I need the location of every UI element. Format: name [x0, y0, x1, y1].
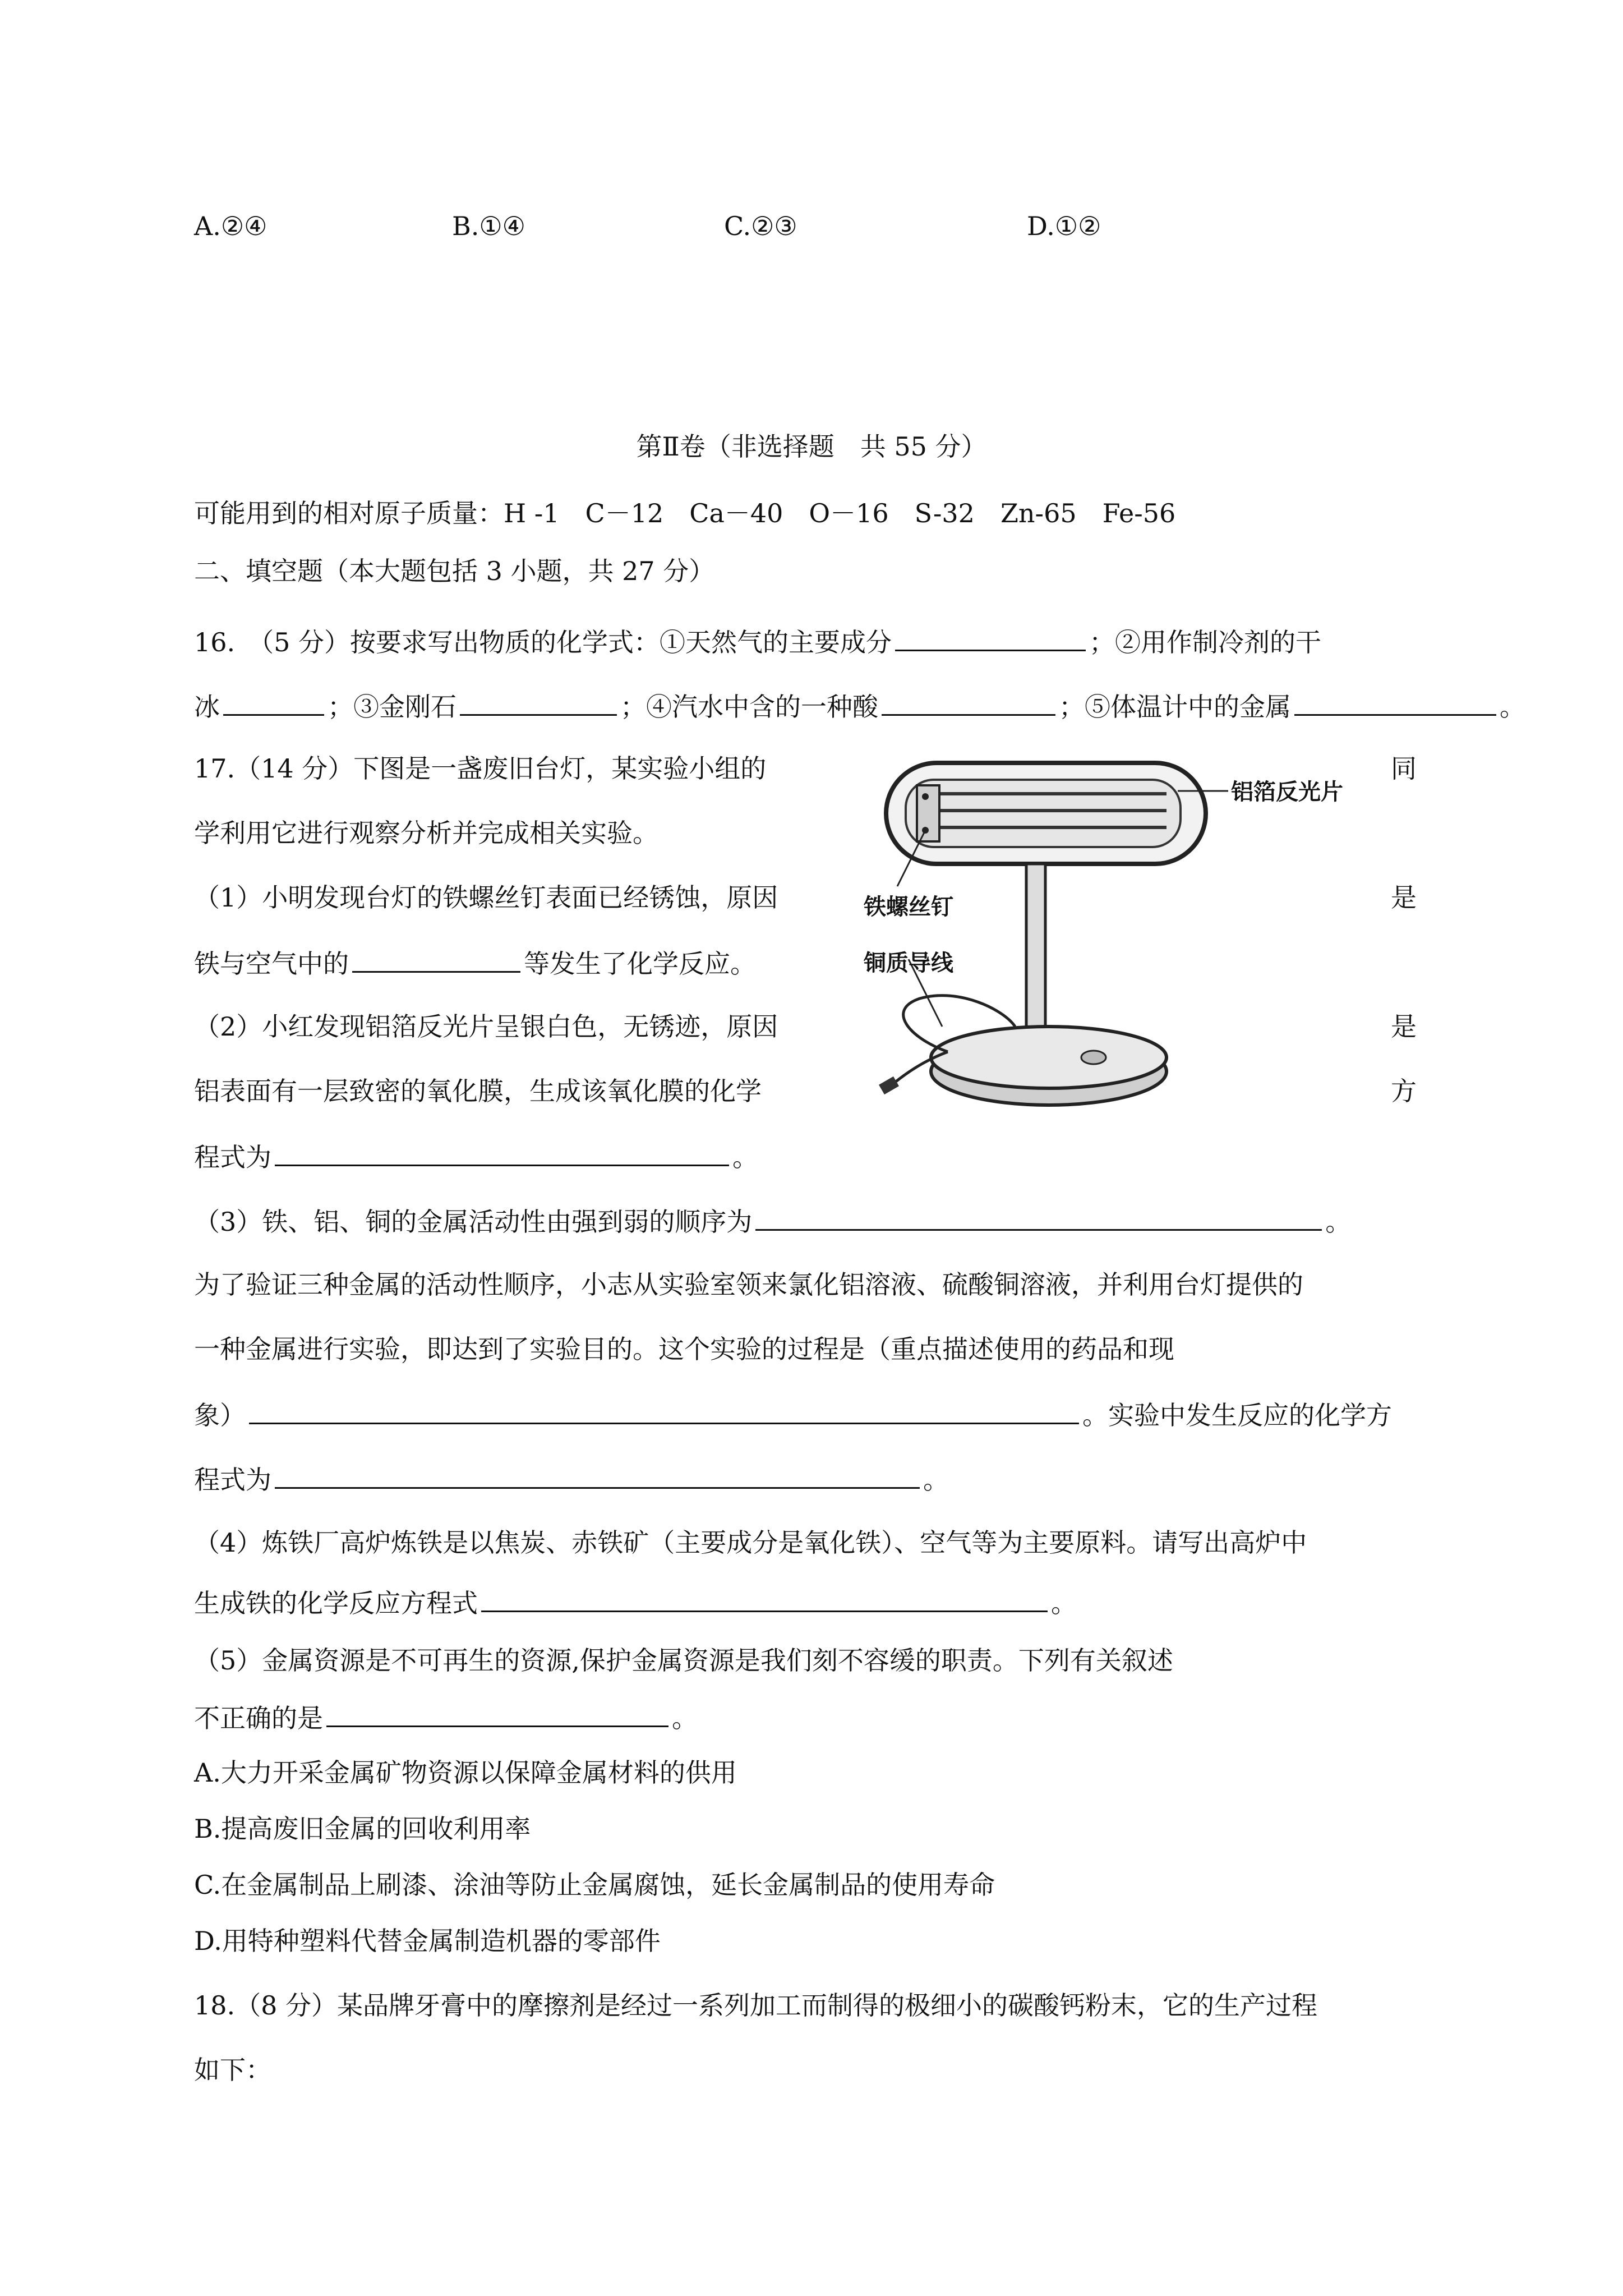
- q17-p2a: （2）小红发现铝箔反光片呈银白色，无锈迹，原因: [194, 1011, 778, 1042]
- q17-p2c-text: 程式为: [194, 1142, 271, 1172]
- q17-p5b-text-end: 。: [672, 1703, 698, 1733]
- q17-blank-4[interactable]: [249, 1397, 1079, 1424]
- q17-p3d: [194, 1397, 1392, 1430]
- q17-p1a-tail: 是: [1391, 882, 1417, 913]
- q17-p3b: 为了验证三种金属的活动性顺序，小志从实验室领来氯化铝溶液、硫酸铜溶液，并利用台灯提供的: [194, 1269, 1303, 1300]
- q16-blank-3[interactable]: [460, 688, 617, 716]
- q17-opt-a: A.大力开采金属矿物资源以保障金属材料的供用: [194, 1757, 737, 1788]
- label-wire: 铜质导线: [864, 950, 953, 976]
- part-header: 二、填空题（本大题包括 3 小题，共 27 分）: [194, 556, 715, 586]
- q16-text-e: ；④汽水中含的一种酸: [620, 692, 878, 722]
- q16-text-f: ；⑤体温计中的金属: [1059, 692, 1291, 722]
- option-d-top: D.①②: [1027, 211, 1101, 241]
- q17-p3a-text-end: 。: [1325, 1207, 1352, 1237]
- q16-text-g: 。: [1500, 692, 1525, 722]
- q17-p1b-text: 铁与空气中的: [194, 949, 349, 979]
- q17-p3e: [194, 1461, 949, 1495]
- label-screw: 铁螺丝钉: [864, 894, 953, 920]
- q17-blank-7[interactable]: [326, 1700, 668, 1727]
- q17-p4b-text: 生成铁的化学反应方程式: [194, 1588, 478, 1618]
- q17-p2a-tail: 是: [1391, 1011, 1417, 1042]
- q16-text-a: 16. （5 分）按要求写出物质的化学式：①天然气的主要成分: [194, 627, 892, 657]
- q17-p5a: （5）金属资源是不可再生的资源,保护金属资源是我们刻不容缓的职责。下列有关叙述: [194, 1645, 1173, 1676]
- q17-p5b-text: 不正确的是: [194, 1703, 323, 1733]
- q17-p1a: （1）小明发现台灯的铁螺丝钉表面已经锈蚀，原因: [194, 882, 778, 913]
- q17-p3d-text: 象）: [194, 1400, 246, 1430]
- q18-line2: 如下：: [194, 2055, 271, 2085]
- q18-line1: 18.（8 分）某品牌牙膏中的摩擦剂是经过一系列加工而制得的极细小的碳酸钙粉末，它的生产过程: [194, 1990, 1318, 2021]
- q17-blank-3[interactable]: [755, 1203, 1322, 1231]
- q16-line1: [194, 624, 1321, 657]
- option-a-top: A.②④: [194, 211, 268, 241]
- q17-p2b-tail: 方: [1391, 1076, 1417, 1106]
- q17-blank-6[interactable]: [481, 1585, 1048, 1612]
- q17-p2c-text-end: 。: [732, 1142, 758, 1172]
- label-foil: 铝箔反光片: [1231, 779, 1343, 805]
- q16-text-b: ；②用作制冷剂的干: [1089, 627, 1322, 657]
- q17-opt-d: D.用特种塑料代替金属制造机器的零部件: [194, 1926, 661, 1956]
- q16-blank-4[interactable]: [882, 688, 1055, 716]
- q17-blank-1[interactable]: [352, 945, 520, 973]
- q16-blank-1[interactable]: [895, 624, 1086, 651]
- q17-p1b-text-end: 等发生了化学反应。: [524, 949, 756, 979]
- q17-p2c: [194, 1139, 758, 1172]
- option-b-top: B.①④: [452, 211, 525, 241]
- q17-opt-c: C.在金属制品上刷漆、涂油等防止金属腐蚀，延长金属制品的使用寿命: [194, 1870, 995, 1900]
- q17-intro1-tail: 同: [1391, 753, 1417, 784]
- desk-lamp-figure: [864, 746, 1374, 1116]
- q16-line2: [194, 688, 1525, 722]
- q16-text-c: 冰: [194, 692, 220, 722]
- q17-opt-b: B.提高废旧金属的回收利用率: [194, 1814, 531, 1844]
- q17-p5b: [194, 1700, 698, 1733]
- q17-intro1: 17.（14 分）下图是一盏废旧台灯，某实验小组的: [194, 753, 767, 784]
- q17-intro2: 学利用它进行观察分析并完成相关实验。: [194, 818, 658, 848]
- q17-p4a: （4）炼铁厂高炉炼铁是以焦炭、赤铁矿（主要成分是氧化铁）、空气等为主要原料。请写出高炉中: [194, 1527, 1307, 1558]
- option-c-top: C.②③: [724, 211, 797, 241]
- q17-p3e-text: 程式为: [194, 1465, 271, 1495]
- q16-text-d: ；③金刚石: [328, 692, 457, 722]
- q17-blank-5[interactable]: [275, 1461, 920, 1489]
- section-title: 第Ⅱ卷（非选择题 共 55 分）: [636, 431, 987, 462]
- q17-p3d-text-end: 。实验中发生反应的化学方: [1082, 1400, 1392, 1430]
- q17-p4b-text-end: 。: [1051, 1588, 1077, 1618]
- q16-blank-2[interactable]: [223, 688, 324, 716]
- q17-p3e-text-end: 。: [923, 1465, 949, 1495]
- atomic-masses: 可能用到的相对原子质量：H -1 C－12 Ca－40 O－16 S-32 Zn-65 Fe-56: [194, 498, 1176, 528]
- q17-blank-2[interactable]: [275, 1139, 729, 1166]
- q17-p1b: [194, 945, 756, 979]
- q16-blank-5[interactable]: [1294, 688, 1496, 716]
- q17-p3c: 一种金属进行实验，即达到了实验目的。这个实验的过程是（重点描述使用的药品和现: [194, 1334, 1174, 1364]
- q17-p3a-text: （3）铁、铝、铜的金属活动性由强到弱的顺序为: [194, 1207, 753, 1237]
- q17-p2b: 铝表面有一层致密的氧化膜，生成该氧化膜的化学: [194, 1076, 762, 1106]
- q17-p3a: [194, 1203, 1351, 1237]
- q17-p4b: [194, 1585, 1077, 1618]
